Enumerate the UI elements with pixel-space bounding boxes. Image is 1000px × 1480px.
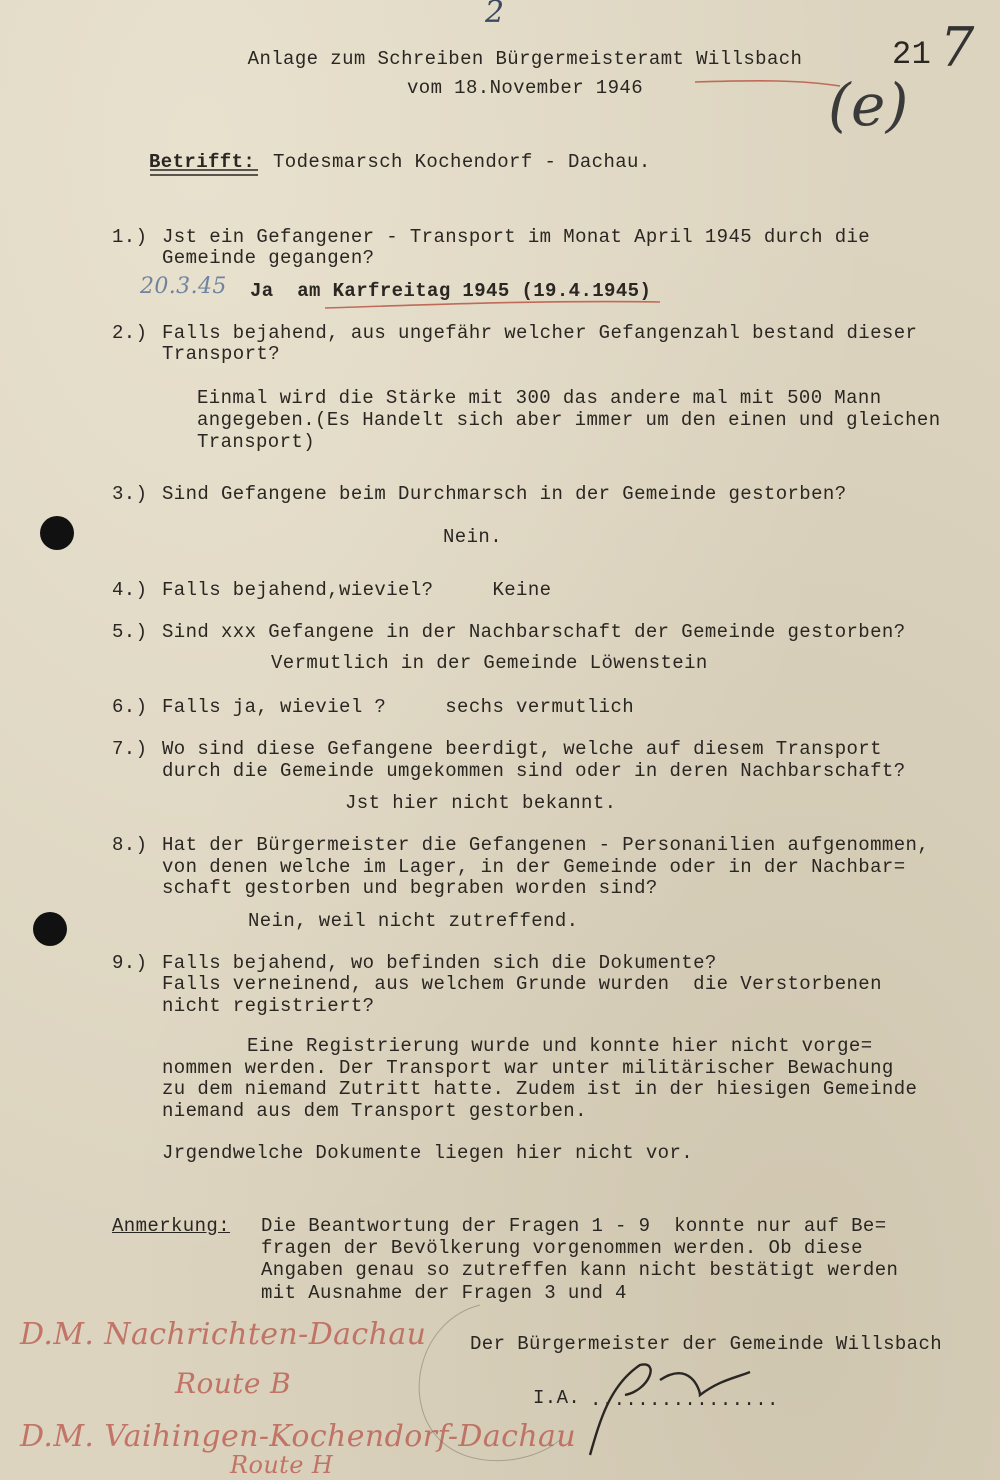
top-mark: 2 [485,0,505,30]
remark-line-2: fragen der Bevölkerung vorgenommen werden. Ob diese [261,1237,863,1259]
question-9-number: 9.) [112,952,148,974]
question-2-answer-line-1: Einmal wird die Stärke mit 300 das andere mal mit 500 Mann [197,387,882,409]
question-9-line-3: nicht registriert? [162,995,375,1017]
question-6-line-1: Falls ja, wieviel ? sechs vermutlich [162,696,635,718]
question-8-line-2: von denen welche im Lager, in der Gemeinde oder in der Nachbar= [162,856,906,878]
question-5-number: 5.) [112,621,148,643]
question-2-line-2: Transport? [162,343,281,365]
question-8-number: 8.) [112,834,148,856]
question-8-line-1: Hat der Bürgermeister die Gefangenen - Personanilien aufgenommen, [162,834,930,856]
question-9-answer-line-3: zu dem niemand Zutritt hatte. Zudem ist in der hiesigen Gemeinde [162,1078,918,1100]
question-7-number: 7.) [112,738,148,760]
remark-line-4: mit Ausnahme der Fragen 3 und 4 [261,1282,627,1304]
question-9-answer-line-2: nommen werden. Der Transport war unter militärischer Bewachung [162,1057,894,1079]
question-9-answer-line-1: Eine Registrierung wurde und konnte hier nicht vorge= [247,1035,873,1057]
question-5-line-1: Sind xxx Gefangene in der Nachbarschaft der Gemeinde gestorben? [162,621,906,643]
subject-text: Todesmarsch Kochendorf - Dachau. [273,151,651,173]
question-1-line-2: Gemeinde gegangen? [162,247,375,269]
question-1-margin-note: 20.3.45 [140,274,227,299]
question-6-number: 6.) [112,696,148,718]
stamp-line-1: D.M. Nachrichten-Dachau [20,1317,427,1352]
question-7-line-2: durch die Gemeinde umgekommen sind oder in deren Nachbarschaft? [162,760,906,782]
corner-mark: (e) [828,71,909,139]
stamp-line-3: D.M. Vaihingen-Kochendorf-Dachau [20,1419,577,1454]
subject-double-underline [150,170,258,175]
header-red-line [695,81,840,86]
page-number: 21 [892,36,932,73]
question-8-answer: Nein, weil nicht zutreffend. [248,910,579,932]
question-1-number: 1.) [112,226,148,248]
question-9-answer-line-4: niemand aus dem Transport gestorben. [162,1100,587,1122]
stamp-line-4: Route H [230,1451,334,1479]
remark-line-3: Angaben genau so zutreffen kann nicht bestätigt werden [261,1259,899,1281]
stamp-line-2: Route B [175,1367,292,1400]
page-number-handwritten: 7 [940,16,975,79]
signature-title: Der Bürgermeister der Gemeinde Willsbach [470,1333,943,1355]
answer-1-red-underline [325,302,660,308]
question-1-line-1: Jst ein Gefangener - Transport im Monat April 1945 durch die [162,226,871,248]
remark-line-1: Die Beantwortung der Fragen 1 - 9 konnte nur auf Be= [261,1215,887,1237]
stamp-circle-outline [419,1305,560,1461]
question-9-line-1: Falls bejahend, wo befinden sich die Dokumente? [162,952,717,974]
question-9-line-2: Falls verneinend, aus welchem Grunde wurden die Verstorbenen [162,973,882,995]
remark-label: Anmerkung: [112,1215,231,1237]
question-2-answer-line-3: Transport) [197,431,316,453]
header-line-2: vom 18.November 1946 [406,77,644,99]
question-4-line-1: Falls bejahend,wieviel? Keine [162,579,552,601]
signature-prefix: I.A. [533,1387,581,1409]
question-3-line-1: Sind Gefangene beim Durchmarsch in der Gemeinde gestorben? [162,483,847,505]
signature-dots: ................ [590,1389,779,1411]
question-2-line-1: Falls bejahend, aus ungefähr welcher Gefangenzahl bestand dieser [162,322,918,344]
question-7-line-1: Wo sind diese Gefangene beerdigt, welche auf diesem Transport [162,738,882,760]
subject-label: Betrifft: [149,151,256,173]
question-4-number: 4.) [112,579,148,601]
question-9-answer-2: Jrgendwelche Dokumente liegen hier nicht vor. [162,1142,694,1164]
header-line-1: Anlage zum Schreiben Bürgermeisteramt Willsbach [247,48,803,70]
question-8-line-3: schaft gestorben und begraben worden sind? [162,877,658,899]
signature-scribble [590,1364,750,1455]
question-1-answer: Ja am Karfreitag 1945 (19.4.1945) [250,280,652,302]
question-2-number: 2.) [112,322,148,344]
question-5-answer: Vermutlich in der Gemeinde Löwenstein [271,652,708,674]
question-3-number: 3.) [112,483,148,505]
question-3-answer: Nein. [443,526,503,548]
question-2-answer-line-2: angegeben.(Es Handelt sich aber immer um den einen und gleichen [197,409,941,431]
question-7-answer: Jst hier nicht bekannt. [345,792,617,814]
